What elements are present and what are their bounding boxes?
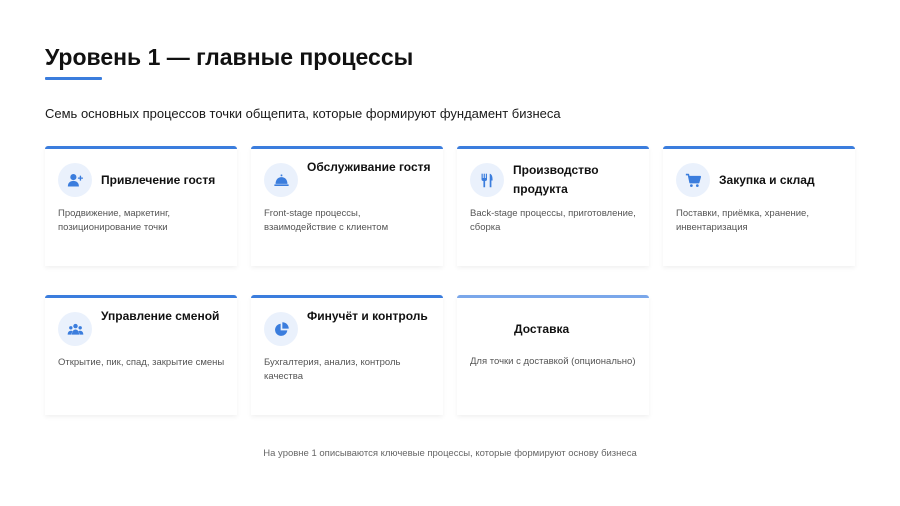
process-card-guest-service	[251, 146, 443, 266]
card-header	[58, 309, 231, 349]
card-description: Back-stage процессы, приготовление, сборка	[470, 208, 636, 233]
pie-chart-icon	[264, 312, 298, 346]
card-description: Front-stage процессы, взаимодействие с клиентом	[264, 208, 389, 233]
card-description: Для точки с доставкой (опционально)	[470, 356, 636, 367]
title-underline	[45, 77, 102, 80]
card-description: Открытие, пик, спад, закрытие смены	[58, 357, 225, 368]
card-title: Доставка	[514, 322, 570, 336]
utensils-icon	[470, 163, 504, 197]
footer-note: На уровне 1 описываются ключевые процессы, которые формируют основу бизнеса	[263, 448, 637, 459]
service-bell-icon	[264, 163, 298, 197]
users-icon	[58, 312, 92, 346]
card-header	[264, 309, 437, 349]
card-header	[264, 160, 437, 200]
card-title: Управление сменой	[101, 309, 220, 323]
card-header	[58, 160, 231, 200]
card-title: Финучёт и контроль	[307, 309, 428, 323]
card-header	[676, 160, 849, 200]
process-card-finance-control	[251, 295, 443, 415]
card-header	[470, 160, 643, 200]
process-card-shift-management	[45, 295, 237, 415]
process-card-procurement	[663, 146, 855, 266]
card-title: Обслуживание гостя	[307, 160, 431, 174]
card-title: Привлечение гостя	[101, 172, 216, 187]
process-card-guest-acquisition	[45, 146, 237, 266]
page-subtitle: Семь основных процессов точки общепита, которые формируют фундамент бизнеса	[45, 106, 561, 121]
page-title: Уровень 1 — главные процессы	[45, 44, 414, 70]
process-card-production	[457, 146, 649, 266]
card-description: Продвижение, маркетинг, позиционирование точки	[58, 208, 171, 233]
card-title: Производство продукта	[513, 163, 599, 196]
card-title: Закупка и склад	[719, 172, 815, 187]
shopping-cart-icon	[676, 163, 710, 197]
card-description: Поставки, приёмка, хранение, инвентаризация	[676, 208, 809, 233]
process-card-delivery	[457, 295, 649, 415]
user-plus-icon	[58, 163, 92, 197]
card-description: Бухгалтерия, анализ, контроль качества	[264, 357, 401, 382]
